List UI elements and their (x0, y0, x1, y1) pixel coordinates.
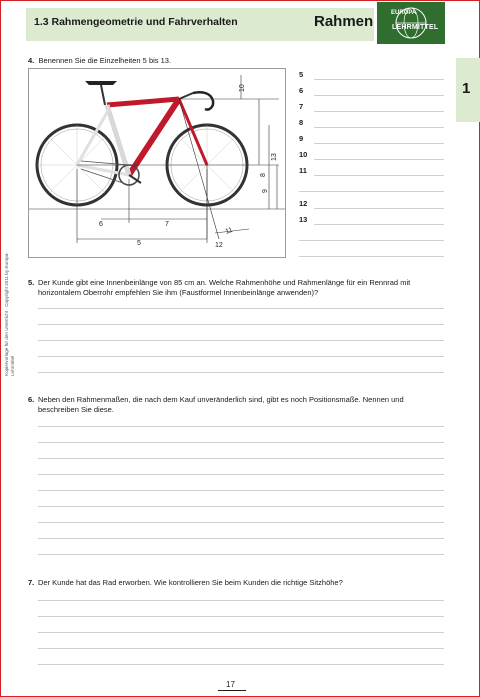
figure-label-10: 10 (239, 84, 246, 92)
answer-line[interactable] (314, 127, 444, 128)
figure-label-12: 12 (215, 242, 223, 249)
answer-line[interactable] (314, 159, 444, 160)
writing-line[interactable] (38, 426, 444, 427)
question-4 (28, 56, 171, 65)
writing-line[interactable] (38, 664, 444, 665)
question-4-text: Benennen Sie die Einzelheiten 5 bis 13. (38, 56, 172, 65)
saddle (85, 81, 117, 85)
writing-line[interactable] (38, 506, 444, 507)
writing-line[interactable] (38, 458, 444, 459)
globe-icon (377, 2, 445, 44)
answer-number: 11 (299, 166, 307, 175)
writing-line[interactable] (38, 538, 444, 539)
answer-line[interactable] (314, 224, 444, 225)
writing-line[interactable] (38, 372, 444, 373)
writing-line[interactable] (38, 308, 444, 309)
handlebar (193, 92, 213, 109)
figure-label-7: 7 (165, 221, 169, 228)
writing-line[interactable] (38, 442, 444, 443)
figure-label-5: 5 (137, 240, 141, 247)
question-5-number: 5. (28, 278, 35, 287)
bicycle-diagram (29, 69, 285, 257)
question-7-number: 7. (28, 578, 35, 587)
answer-number: 8 (299, 118, 304, 127)
answer-line[interactable] (299, 240, 444, 241)
section-title: 1.3 Rahmengeometrie und Fahrverhalten (34, 16, 238, 28)
page-number: 17 (226, 680, 235, 689)
writing-line[interactable] (38, 340, 444, 341)
copyright-side-note: Kopiervorlage für den Unterricht · Copyright 2011 by Europa-Lehrmittel (4, 252, 15, 376)
answer-line[interactable] (299, 191, 444, 192)
answer-number: 9 (299, 134, 304, 143)
writing-line[interactable] (38, 600, 444, 601)
bike-frame (77, 99, 207, 175)
answer-number: 5 (299, 70, 304, 79)
question-6-number: 6. (28, 395, 35, 404)
publisher-logo (377, 2, 445, 44)
answer-line[interactable] (314, 95, 444, 96)
logo-text-bottom: LEHRMITTEL (392, 24, 439, 31)
question-6-text: Neben den Rahmenmaßen, die nach dem Kauf unveränderlich sind, gibt es noch Positionsmaße. Nennen und beschreiben Sie diese. (38, 395, 404, 414)
figure-label-11: 11 (224, 226, 234, 236)
answer-number: 13 (299, 215, 308, 224)
footer-line (218, 690, 246, 691)
question-4-number: 4. (28, 56, 35, 65)
question-5-text: Der Kunde gibt eine Innenbeinlänge von 85 cm an. Welche Rahmenhöhe und Rahmenlänge für ein Rennrad mit horizontalem Oberrohr empfehlen Sie ihm (Faustformel Innenbeinlänge anwenden)? (38, 278, 411, 297)
question-7-text: Der Kunde hat das Rad erworben. Wie kontrollieren Sie beim Kunden die richtige Sitzhöhe? (38, 578, 343, 587)
answer-number: 7 (299, 102, 304, 111)
answer-line[interactable] (314, 111, 444, 112)
answer-line[interactable] (299, 256, 444, 257)
answer-number: 10 (299, 150, 308, 159)
bicycle-figure (28, 68, 286, 258)
answer-line[interactable] (314, 175, 444, 176)
answer-number: 12 (299, 199, 308, 208)
writing-line[interactable] (38, 356, 444, 357)
figure-label-13: 13 (271, 153, 278, 161)
answer-number: 6 (299, 86, 304, 95)
writing-line[interactable] (38, 522, 444, 523)
figure-label-9: 9 (262, 189, 269, 193)
chapter-title: Rahmen (314, 13, 374, 30)
writing-line[interactable] (38, 616, 444, 617)
writing-line[interactable] (38, 554, 444, 555)
answer-line[interactable] (314, 143, 444, 144)
writing-line[interactable] (38, 648, 444, 649)
writing-line[interactable] (38, 632, 444, 633)
answer-line[interactable] (314, 79, 444, 80)
writing-line[interactable] (38, 324, 444, 325)
writing-line[interactable] (38, 490, 444, 491)
chapter-number: 1 (462, 80, 471, 97)
answer-line[interactable] (314, 208, 444, 209)
figure-label-6: 6 (99, 221, 103, 228)
figure-label-8: 8 (260, 173, 267, 177)
logo-text-top: EUROPA (391, 10, 417, 16)
writing-line[interactable] (38, 474, 444, 475)
